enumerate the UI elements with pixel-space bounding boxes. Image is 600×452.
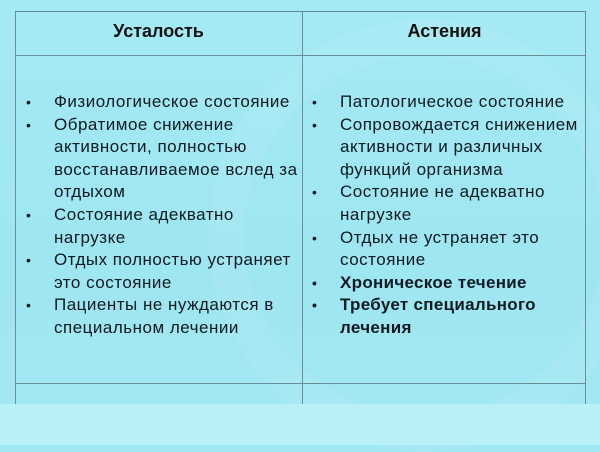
bullet-icon: •: [26, 94, 32, 110]
list-item: • Патологическое состояние: [310, 91, 586, 114]
bullet-icon: •: [312, 229, 318, 246]
list-item: • Пациенты не нуждаются в специальном лечении: [26, 295, 274, 337]
bullet-icon: •: [26, 116, 32, 133]
bullet-icon: •: [312, 116, 318, 133]
bullet-icon: •: [312, 274, 318, 291]
table-left-border: [15, 11, 16, 404]
header-fatigue: Усталость: [113, 21, 204, 41]
list-item: • Требует специального лечения: [312, 295, 536, 337]
list-item: • Отдых не устраняет это состояние: [312, 227, 540, 270]
header-divider: [15, 55, 586, 56]
bullet-icon: •: [26, 252, 32, 269]
bullet-icon: •: [26, 297, 32, 314]
comparison-table: [15, 11, 586, 404]
list-item: • Отдых полностью устраняет это состояние: [26, 250, 291, 292]
asthenia-list: [310, 91, 586, 340]
list-item: • Состояние не адекватно нагрузке: [312, 182, 545, 224]
bullet-icon: •: [312, 297, 318, 314]
column-divider: [302, 11, 303, 404]
header-asthenia: Астения: [407, 21, 482, 41]
bullet-icon: •: [312, 94, 318, 110]
bottom-strip: [0, 404, 600, 445]
list-item: • Хроническое течение: [310, 272, 586, 295]
list-item: • Сопровождается снижением активности и различных функций организма: [312, 114, 578, 179]
table-bottom-border: [15, 383, 586, 384]
list-item: • Физиологическое состояние: [24, 91, 302, 114]
table-top-border: [15, 11, 586, 12]
bullet-icon: •: [312, 184, 318, 201]
list-item: • Обратимое снижение активности, полностью восстанавливаемое вслед за отдыхом: [26, 114, 298, 202]
fatigue-list: [24, 91, 302, 340]
bullet-icon: •: [26, 206, 32, 223]
list-item: • Состояние адекватно нагрузке: [26, 204, 234, 247]
